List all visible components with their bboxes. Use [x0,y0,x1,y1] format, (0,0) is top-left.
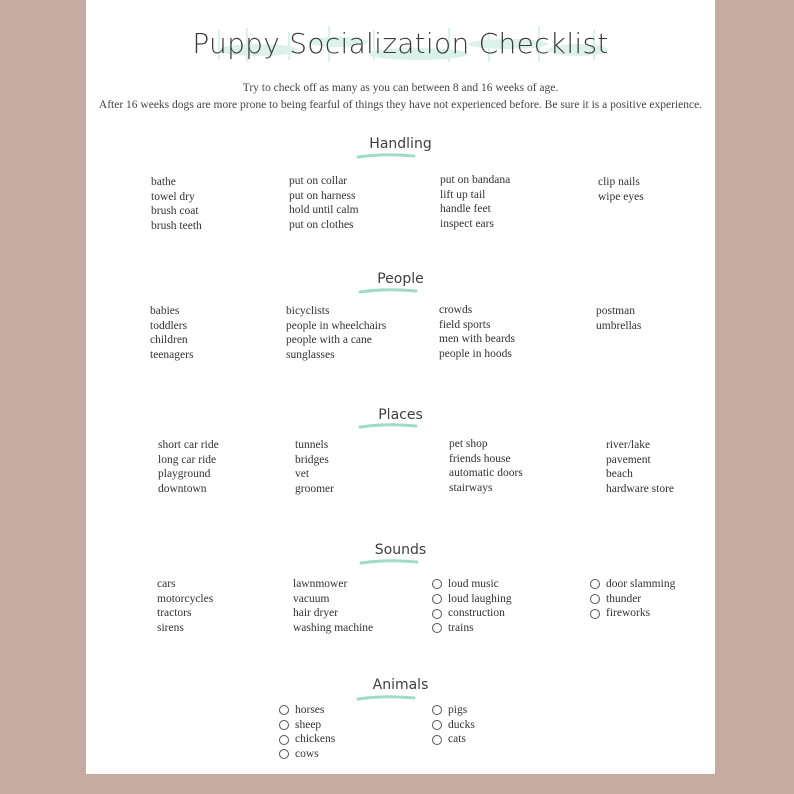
checklist-item: washing machine [293,622,374,635]
checklist-item: babies [150,305,180,317]
checkbox[interactable] [279,705,289,715]
checklist-item: cars [157,578,176,590]
checkbox[interactable] [590,609,600,619]
places-column-2 [295,438,334,497]
checklist-item: playground [158,468,211,481]
checklist-item: inspect ears [440,218,494,231]
checklist-item[interactable] [432,703,475,718]
checklist-item: pet shop [449,438,488,450]
checklist-item[interactable] [432,592,512,607]
checklist-item-label: pigs [448,704,468,716]
checklist-item[interactable] [279,718,335,733]
checklist-item: umbrellas [596,319,642,332]
sounds-column-2 [293,577,373,636]
checklist-item[interactable] [432,577,512,592]
checklist-item: put on clothes [289,219,354,232]
checklist-item[interactable] [590,577,675,592]
checklist-item: postman [596,305,635,317]
title-underline-swash [359,558,419,566]
checklist-item[interactable] [432,621,512,636]
handling-column-1 [151,175,202,234]
checkbox[interactable] [432,623,442,633]
checklist-item: river/lake [606,439,651,451]
page-title: Puppy Socialization Checklist [192,27,609,60]
checklist-item: lift up tail [440,188,486,201]
checklist-item: motorcycles [157,592,214,605]
checklist-item: bathe [151,176,176,188]
checklist-item-label: door slamming [606,578,676,590]
checkbox[interactable] [432,579,442,589]
checklist-item: brush coat [151,205,199,218]
checklist-item[interactable] [432,732,475,747]
checklist-item-label: trains [448,622,474,635]
checklist-item: put on harness [289,189,356,202]
checklist-item[interactable] [432,718,475,733]
checklist-item: lawnmower [293,578,348,590]
places-column-4 [606,438,674,497]
sounds-column-3 [432,577,512,636]
animals-column-1 [279,703,335,762]
checklist-item: vet [295,468,310,481]
checklist-item: put on bandana [440,174,511,186]
checkbox[interactable] [432,720,442,730]
checklist-item: crowds [439,304,473,316]
sounds-column-1 [157,577,213,636]
checkbox[interactable] [590,594,600,604]
checkbox[interactable] [279,749,289,759]
checklist-item: friends house [449,452,511,465]
checklist-item: people in hoods [439,348,512,361]
checklist-item: automatic doors [449,467,523,480]
checklist-item: vacuum [293,592,330,605]
checklist-item: people in wheelchairs [286,319,387,332]
checklist-item: long car ride [158,453,217,466]
handling-column-2 [289,174,359,233]
checklist-item: short car ride [158,439,219,451]
checklist-item: children [150,334,188,347]
checklist-item: wipe eyes [598,190,644,203]
checkbox[interactable] [432,705,442,715]
intro-line-1: Try to check off as many as you can between 8 and 16 weeks of age. [242,82,559,94]
checklist-item: hair dryer [293,607,339,620]
title-underline-swash [358,287,418,295]
section-title-places: Places [378,407,423,423]
checklist-item[interactable] [590,606,675,621]
checklist-item-label: loud music [448,578,499,590]
checklist-item: bicyclists [286,305,330,317]
intro-line-2: After 16 weeks dogs are more prone to being fearful of things they have not experienced before. Be sure it is a positive experience. [98,99,703,111]
checklist-item: brush teeth [151,220,202,233]
checklist-item[interactable] [279,703,335,718]
checkbox[interactable] [590,579,600,589]
people-column-4 [596,304,641,333]
title-underline-swash [356,152,416,160]
checklist-item: put on collar [289,175,348,187]
checklist-item-label: fireworks [606,607,651,620]
checklist-item: groomer [295,483,334,496]
section-title-people: People [377,271,424,287]
checklist-item: men with beards [439,333,516,346]
checklist-item: bridges [295,453,329,466]
checklist-item[interactable] [590,592,675,607]
checklist-item-label: construction [448,607,505,620]
animals-column-2 [432,703,475,747]
checklist-item: sunglasses [286,349,335,362]
checklist-item: teenagers [150,349,194,362]
checklist-item[interactable] [279,747,335,762]
handling-column-3 [440,173,510,232]
checkbox[interactable] [279,735,289,745]
checkbox[interactable] [432,735,442,745]
checkbox[interactable] [432,594,442,604]
section-title-animals: Animals [372,677,429,693]
checklist-item-label: thunder [606,592,642,605]
checklist-item: beach [606,468,633,481]
checklist-item: tractors [157,607,192,620]
checklist-item: toddlers [150,319,188,332]
places-column-3 [449,437,523,496]
sounds-column-4 [590,577,675,621]
checklist-item: sirens [157,622,184,635]
title-underline-swash [358,422,418,430]
checklist-item-label: sheep [295,718,322,731]
checklist-item-label: ducks [448,718,475,731]
checklist-item: handle feet [440,203,491,216]
handling-column-4 [598,175,644,204]
title-underline-swash [356,694,416,702]
checklist-item-label: cats [448,733,466,746]
people-column-3 [439,303,515,362]
checklist-item-label: cows [295,748,319,761]
people-column-1 [150,304,193,363]
checklist-item-label: horses [295,704,325,716]
checklist-item: towel dry [151,190,195,203]
people-column-2 [286,304,386,363]
places-column-1 [158,438,219,497]
section-title-sounds: Sounds [374,542,427,558]
checklist-item: hold until calm [289,204,359,217]
checklist-item: field sports [439,318,491,331]
checklist-item[interactable] [432,606,512,621]
checklist-item: stairways [449,482,493,495]
checkbox[interactable] [279,720,289,730]
checklist-item[interactable] [279,732,335,747]
checklist-item: hardware store [606,483,675,496]
checklist-item-label: loud laughing [448,592,512,605]
checklist-item: downtown [158,483,207,496]
checklist-item: tunnels [295,439,329,451]
checkbox[interactable] [432,609,442,619]
checklist-item-label: chickens [295,733,336,746]
checklist-item: pavement [606,453,651,466]
section-title-handling: Handling [369,136,432,152]
checklist-page [86,0,715,774]
checklist-item: clip nails [598,176,640,188]
checklist-item: people with a cane [286,334,372,347]
